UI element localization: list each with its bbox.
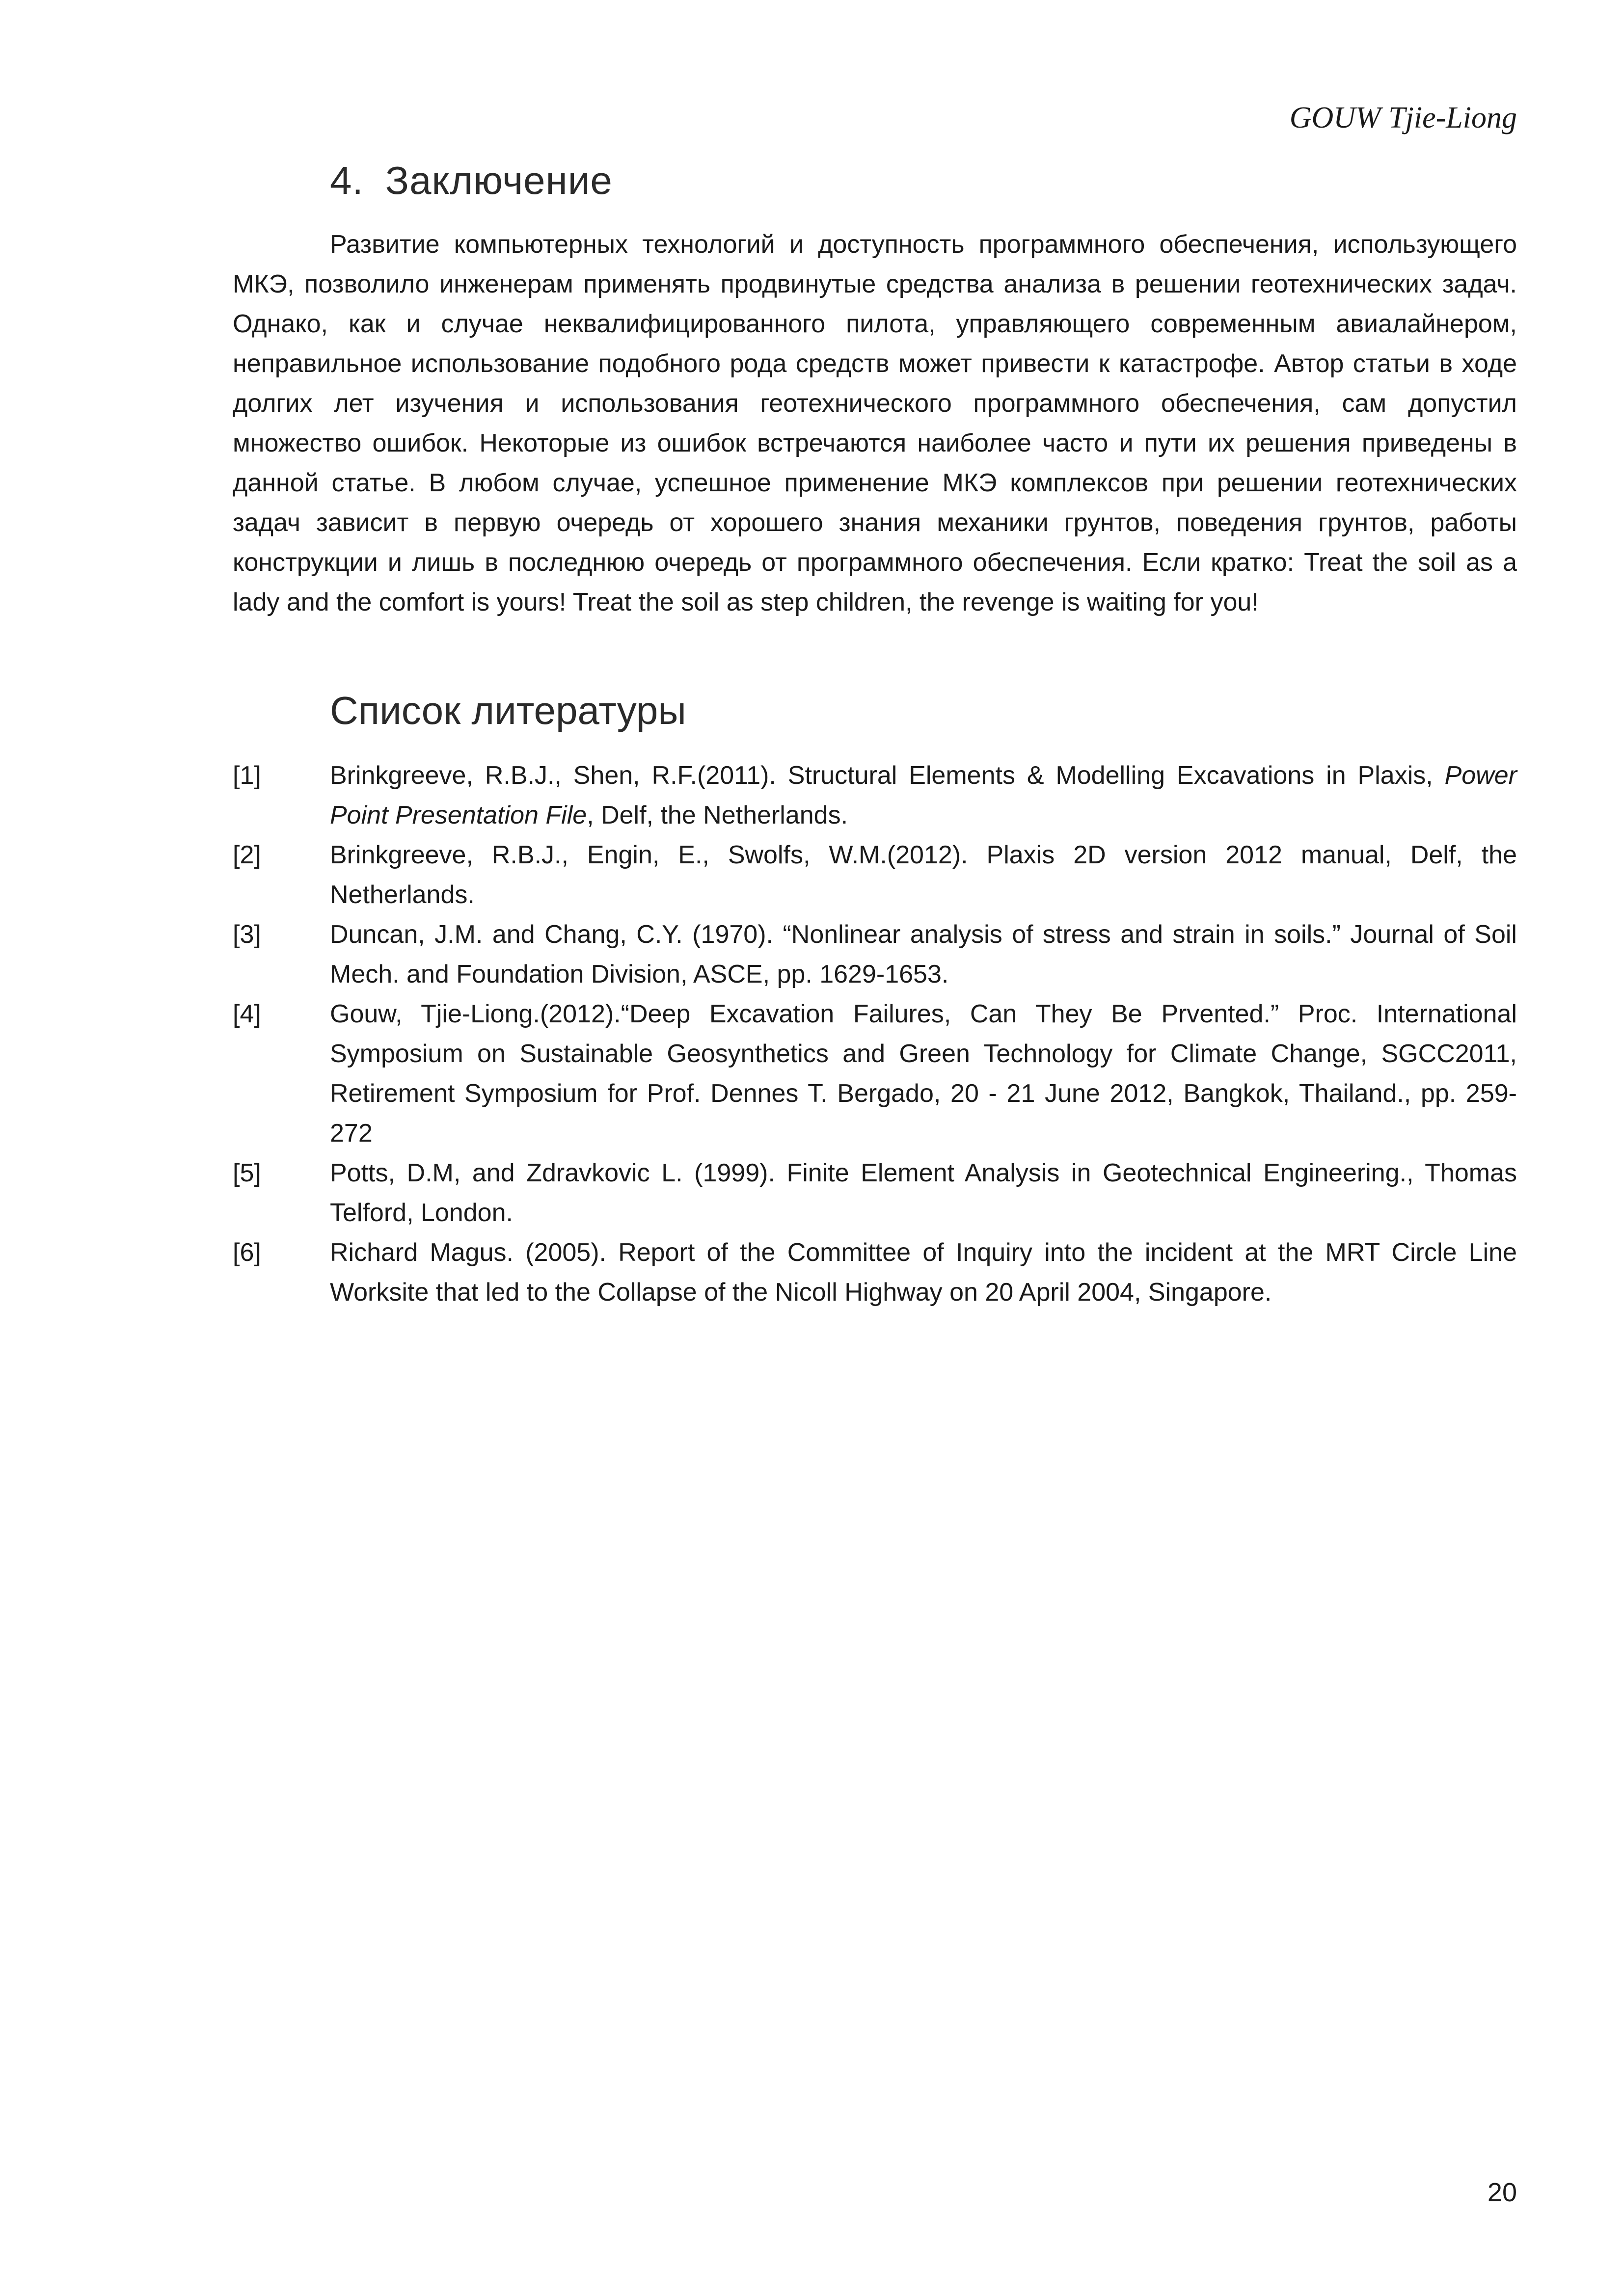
reference-number: [3] xyxy=(233,920,261,949)
reference-item xyxy=(233,756,1517,835)
section-number: 4. xyxy=(330,159,364,202)
reference-text xyxy=(330,756,1517,835)
reference-text: Brinkgreeve, R.B.J., Engin, E., Swolfs, W.M.(2012). Plaxis 2D version 2012 manual, Delf, the Netherlands. xyxy=(330,841,1517,909)
section-heading xyxy=(330,156,613,205)
reference-text: Richard Magus. (2005). Report of the Committee of Inquiry into the incident at the MRT Circle Line Worksite that led to the Collapse of the Nicoll Highway on 20 April 2004, Singapore. xyxy=(330,1238,1517,1307)
reference-number: [5] xyxy=(233,1159,261,1187)
reference-item xyxy=(233,1153,1517,1233)
reference-item xyxy=(233,1233,1517,1312)
reference-text: Potts, D.M, and Zdravkovic L. (1999). Finite Element Analysis in Geotechnical Engineering., Thomas Telford, London. xyxy=(330,1159,1517,1227)
running-head-author: GOUW Tjie-Liong xyxy=(1289,101,1517,134)
reference-text-tail: , Delf, the Netherlands. xyxy=(587,801,848,829)
conclusion-paragraph: Развитие компьютерных технологий и доступность программного обеспечения, использующего МКЭ, позволило инженерам применять продвинутые средства анализа в решении геотехнических задач. Однако, как и случае неквалифицированного пилота, управляющего современным авиалайнером, неправильное использование подобного рода средств может привести к катастрофе. Автор статьи в ходе долгих лет изучения и использования геотехнического программного обеспечения, сам допустил множество ошибок. Некоторые из ошибок встречаются наиболее часто и пути их решения приведены в данной статье. В любом случае, успешное применение МКЭ комплексов при решении геотехнических задач зависит в первую очередь от хорошего знания механики грунтов, поведения грунтов, работы конструкции и лишь в последнюю очередь от программного обеспечения. Если кратко: Treat the soil as a lady and the comfort is yours! Treat the soil as step children, the revenge is waiting for you! xyxy=(233,230,1517,616)
reference-item xyxy=(233,835,1517,915)
references-heading: Список литературы xyxy=(330,689,686,732)
reference-list xyxy=(233,756,1517,1312)
section-title: Заключение xyxy=(385,159,613,202)
reference-item xyxy=(233,915,1517,994)
reference-number: [6] xyxy=(233,1238,261,1267)
reference-number: [2] xyxy=(233,841,261,869)
reference-text: Duncan, J.M. and Chang, C.Y. (1970). “Nonlinear analysis of stress and strain in soils.” Journal of Soil Mech. and Foundation Division, ASCE, pp. 1629-1653. xyxy=(330,920,1517,988)
reference-text: Gouw, Tjie-Liong.(2012).“Deep Excavation Failures, Can They Be Prvented.” Proc. International Symposium on Sustainable Geosynthetics and Green Technology for Climate Change, SGCC2011, Retirement Symposium for Prof. Dennes T. Bergado, 20 - 21 June 2012, Bangkok, Thailand., pp. 259-272 xyxy=(330,1000,1517,1148)
reference-text-italic: Power Point Presentation File xyxy=(330,761,1517,829)
page-number: 20 xyxy=(1487,2178,1517,2207)
reference-item xyxy=(233,994,1517,1153)
reference-number: [1] xyxy=(233,761,261,790)
reference-text-main: Brinkgreeve, R.B.J., Shen, R.F.(2011). Structural Elements & Modelling Excavations in Plaxis, xyxy=(330,761,1445,790)
reference-number: [4] xyxy=(233,1000,261,1028)
